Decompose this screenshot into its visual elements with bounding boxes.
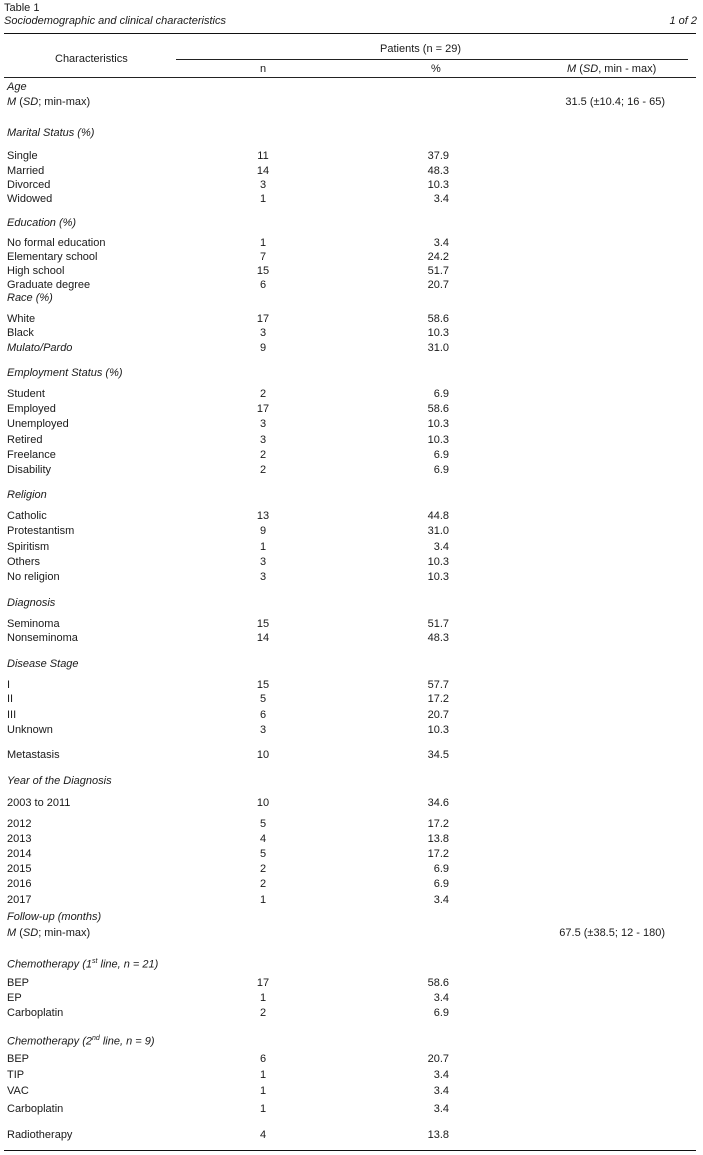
row-label: 2015	[7, 863, 32, 875]
row-label: No formal education	[7, 237, 106, 249]
row-label: Mulato/Pardo	[7, 342, 73, 354]
row-label: Divorced	[7, 179, 51, 191]
mean-sd-value: 67.5 (±38.5; 12 - 180)	[559, 927, 665, 939]
row-label: 2013	[7, 833, 32, 845]
row-n: 2	[259, 464, 267, 476]
row-label: Metastasis	[7, 749, 60, 761]
mean-sd-value: 31.5 (±10.4; 16 - 65)	[565, 96, 665, 108]
row-pct: 48.3	[427, 632, 449, 644]
row-n: 17	[256, 403, 270, 415]
row-n: 3	[259, 571, 267, 583]
row-pct: 34.5	[427, 749, 449, 761]
section-heading: Age	[7, 81, 27, 93]
row-pct: 13.8	[427, 833, 449, 845]
row-n: 10	[256, 797, 270, 809]
row-label: Carboplatin	[7, 1103, 64, 1115]
row-n: 3	[259, 327, 267, 339]
row-label: Radiotherapy	[7, 1129, 73, 1141]
row-label: Unknown	[7, 724, 53, 736]
row-label: TIP	[7, 1069, 25, 1081]
row-label: Protestantism	[7, 525, 75, 537]
row-label: Nonseminoma	[7, 632, 78, 644]
row-label: II	[7, 693, 14, 705]
row-pct: 31.0	[427, 525, 449, 537]
row-n: 4	[259, 833, 267, 845]
table-label: Table 1	[4, 2, 40, 14]
mean-sd-label: M (SD; min-max)	[7, 927, 91, 939]
row-n: 2	[259, 878, 267, 890]
row-n: 1	[259, 992, 267, 1004]
row-label: Disability	[7, 464, 52, 476]
row-n: 6	[259, 709, 267, 721]
row-pct: 37.9	[427, 150, 449, 162]
row-n: 17	[256, 977, 270, 989]
page-indicator: 1 of 2	[669, 15, 697, 27]
row-pct: 17.2	[427, 818, 449, 830]
row-pct: 3.4	[433, 992, 449, 1004]
row-label: No religion	[7, 571, 60, 583]
row-pct: 3.4	[433, 1069, 449, 1081]
row-pct: 31.0	[427, 342, 449, 354]
section-heading: Year of the Diagnosis	[7, 775, 112, 787]
row-label: 2003 to 2011	[7, 797, 71, 809]
row-pct: 3.4	[433, 237, 449, 249]
header-rule	[4, 77, 696, 78]
row-n: 1	[259, 541, 267, 553]
row-n: 3	[259, 556, 267, 568]
row-n: 14	[256, 165, 270, 177]
row-label: Graduate degree	[7, 279, 91, 291]
row-pct: 34.6	[427, 797, 449, 809]
row-pct: 10.3	[427, 434, 449, 446]
row-n: 1	[259, 1069, 267, 1081]
row-label: Single	[7, 150, 38, 162]
row-n: 6	[259, 1053, 267, 1065]
section-heading: Marital Status (%)	[7, 127, 95, 139]
section-heading: Chemotherapy (1st line, n = 21)	[7, 958, 159, 971]
row-pct: 3.4	[433, 1103, 449, 1115]
section-heading: Diagnosis	[7, 597, 56, 609]
row-n: 13	[256, 510, 270, 522]
row-pct: 10.3	[427, 724, 449, 736]
row-pct: 20.7	[427, 1053, 449, 1065]
row-label: I	[7, 679, 11, 691]
section-heading: Disease Stage	[7, 658, 79, 670]
row-n: 1	[259, 1085, 267, 1097]
row-pct: 3.4	[433, 1085, 449, 1097]
row-n: 5	[259, 848, 267, 860]
section-heading: Religion	[7, 489, 47, 501]
top-rule	[4, 33, 696, 34]
header-m: M (SD, min - max)	[567, 63, 657, 75]
row-label: Others	[7, 556, 41, 568]
row-label: Catholic	[7, 510, 47, 522]
row-pct: 51.7	[427, 618, 449, 630]
row-n: 6	[259, 279, 267, 291]
row-n: 3	[259, 434, 267, 446]
row-n: 14	[256, 632, 270, 644]
row-n: 10	[256, 749, 270, 761]
row-label: High school	[7, 265, 65, 277]
row-label: 2017	[7, 894, 32, 906]
row-pct: 17.2	[427, 693, 449, 705]
row-pct: 6.9	[433, 878, 449, 890]
row-pct: 10.3	[427, 418, 449, 430]
bottom-rule	[4, 1150, 696, 1151]
row-n: 1	[259, 1103, 267, 1115]
header-n: n	[259, 63, 267, 75]
row-pct: 10.3	[427, 327, 449, 339]
row-n: 9	[259, 525, 267, 537]
row-n: 5	[259, 818, 267, 830]
row-n: 17	[256, 313, 270, 325]
table-caption: Sociodemographic and clinical characteristics	[4, 15, 226, 27]
row-label: III	[7, 709, 17, 721]
row-pct: 6.9	[433, 449, 449, 461]
row-n: 2	[259, 449, 267, 461]
row-pct: 57.7	[427, 679, 449, 691]
row-n: 3	[259, 418, 267, 430]
row-n: 1	[259, 237, 267, 249]
row-label: Employed	[7, 403, 56, 415]
row-pct: 6.9	[433, 1007, 449, 1019]
section-heading: Employment Status (%)	[7, 367, 123, 379]
row-n: 5	[259, 693, 267, 705]
row-n: 3	[259, 179, 267, 191]
row-label: Unemployed	[7, 418, 69, 430]
row-n: 7	[259, 251, 267, 263]
mean-sd-label: M (SD; min-max)	[7, 96, 91, 108]
row-label: Spiritism	[7, 541, 50, 553]
row-pct: 58.6	[427, 313, 449, 325]
row-label: Widowed	[7, 193, 53, 205]
row-label: Retired	[7, 434, 43, 446]
row-pct: 48.3	[427, 165, 449, 177]
row-label: 2014	[7, 848, 32, 860]
row-label: 2016	[7, 878, 32, 890]
row-pct: 20.7	[427, 279, 449, 291]
row-label: Freelance	[7, 449, 56, 461]
row-label: Elementary school	[7, 251, 98, 263]
row-pct: 58.6	[427, 403, 449, 415]
row-label: White	[7, 313, 36, 325]
row-pct: 10.3	[427, 556, 449, 568]
row-pct: 6.9	[433, 863, 449, 875]
row-pct: 10.3	[427, 571, 449, 583]
header-characteristics: Characteristics	[55, 53, 128, 65]
row-label: Seminoma	[7, 618, 60, 630]
row-label: BEP	[7, 1053, 30, 1065]
row-pct: 3.4	[433, 193, 449, 205]
row-n: 1	[259, 894, 267, 906]
row-n: 3	[259, 724, 267, 736]
row-n: 15	[256, 679, 270, 691]
row-pct: 17.2	[427, 848, 449, 860]
section-heading: Race (%)	[7, 292, 53, 304]
row-pct: 24.2	[427, 251, 449, 263]
row-pct: 10.3	[427, 179, 449, 191]
row-n: 1	[259, 193, 267, 205]
row-n: 9	[259, 342, 267, 354]
row-label: BEP	[7, 977, 30, 989]
header-pct: %	[431, 63, 441, 75]
group-rule	[176, 59, 688, 60]
row-label: VAC	[7, 1085, 29, 1097]
row-n: 4	[259, 1129, 267, 1141]
row-label: Student	[7, 388, 45, 400]
row-pct: 51.7	[427, 265, 449, 277]
header-patients-group: Patients (n = 29)	[380, 43, 462, 55]
row-pct: 3.4	[433, 894, 449, 906]
row-pct: 20.7	[427, 709, 449, 721]
row-label: EP	[7, 992, 22, 1004]
row-n: 2	[259, 863, 267, 875]
row-pct: 3.4	[433, 541, 449, 553]
row-pct: 44.8	[427, 510, 449, 522]
row-n: 15	[256, 618, 270, 630]
row-n: 15	[256, 265, 270, 277]
row-n: 2	[259, 388, 267, 400]
section-heading: Education (%)	[7, 217, 77, 229]
row-pct: 6.9	[433, 464, 449, 476]
row-label: 2012	[7, 818, 32, 830]
section-heading: Follow-up (months)	[7, 911, 102, 923]
row-n: 11	[257, 150, 269, 162]
row-pct: 6.9	[433, 388, 449, 400]
row-label: Black	[7, 327, 34, 339]
row-pct: 13.8	[427, 1129, 449, 1141]
row-label: Carboplatin	[7, 1007, 64, 1019]
row-pct: 58.6	[427, 977, 449, 989]
row-label: Married	[7, 165, 45, 177]
row-n: 2	[259, 1007, 267, 1019]
section-heading: Chemotherapy (2nd line, n = 9)	[7, 1035, 155, 1048]
